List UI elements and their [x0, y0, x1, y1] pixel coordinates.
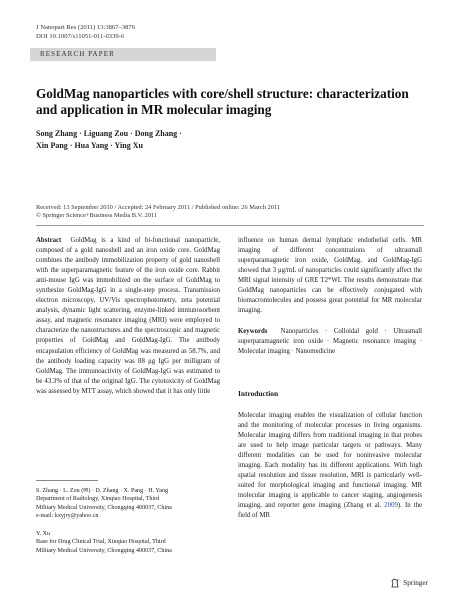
divider [36, 225, 424, 226]
publisher-mark [390, 578, 428, 588]
dates-line: Received: 13 September 2010 / Accepted: 24 February 2011 / Published online: 26 March 2011 [36, 204, 281, 211]
affiliation-footnote-1 [36, 487, 220, 520]
section-label: RESEARCH PAPER [30, 48, 216, 61]
affiliation-dept-2: Base for Drug Clinical Trial, Xinqiao Hospital, Third [36, 539, 166, 546]
affiliation-author-2: Y. Xu [36, 531, 51, 537]
abstract-text-left: GoldMag is a kind of bi-functional nanoparticle, composed of a gold nanoshell and an iron oxide core. GoldMag combines the antibody immobilization property of gold nanoshell with the superparamagnetic feature of the iron oxide core. Rabbit anti-mouse IgG was immobilized on the surface of GoldMag to synthesize GoldMag-IgG in a single-step process. Transmission electron microscopy, UV/Vis spectrophotometry, zeta potential analysis, dynamic light scattering, enzyme-linked immunosorbent assay, and magnetic resonance imaging (MRI) were employed to characterize the nanostructures and the spectroscopic and magnetic properties of GoldMag and GoldMag-IgG. The antibody encapsulation efficiency of GoldMag was measured as 58.7%, and the antibody loading capacity was 88 μg IgG per milligram of GoldMag. The immunoactivity of GoldMag-IgG was estimated to be 43.3% of that of the original IgG. The cytotoxicity of GoldMag was assessed by MTT assay, which showed that it has only little [36, 237, 220, 395]
affiliation-university: Military Medical University, Chongqing 400037, China [36, 504, 172, 511]
journal-citation: J Nanopart Res (2011) 13:3867–3876 [36, 24, 136, 31]
affiliation-university-2: Military Medical University, Chongqing 400037, China [36, 547, 172, 554]
article-title: GoldMag nanoparticles with core/shell structure: characterization and application in MR molecular imaging [36, 86, 409, 117]
affiliation-email[interactable]: e-mail: kxyjry@yahoo.cn [36, 512, 99, 519]
abstract-label: Abstract [36, 237, 62, 244]
keywords-text: Nanoparticles · Colloidal gold · Ultrasmall superparamagnetic iron oxide · Magnetic resonance imaging · Molecular imaging · Nanomedicine [238, 328, 422, 356]
affiliation-dept: Department of Radiology, Xinqiao Hospital, Third [36, 496, 160, 503]
introduction-text-end: ). In the field of MR [238, 501, 423, 520]
keywords-label: Keywords [238, 328, 268, 336]
abstract-paragraph [36, 236, 220, 397]
citation-link[interactable]: 2009 [384, 501, 398, 509]
left-column [36, 236, 220, 397]
doi: DOI 10.1007/s11051-011-0339-6 [36, 32, 125, 40]
authors [36, 128, 426, 152]
introduction-text: Molecular imaging enables the visualization of cellular function and the monitoring of molecular processes in living organisms. Molecular imaging differs from traditional imaging in that probes are used to help image particular targets or pathways. Many different modalities can be used for noninvasive molecular imaging. Each modality has its different applications. With high spatial resolution and tissue resolution, MRI is particularly well-suited for morphological imaging and functional imaging. MR molecular imaging is applicable to cancer staging, angiogenesis imaging, and reporter gene imaging (Zhang et al. [238, 411, 422, 509]
right-column [238, 236, 422, 521]
journal-header [36, 24, 135, 41]
introduction-paragraph [238, 411, 422, 522]
authors-line-2: Xin Pang · Hua Yang · Ying Xu [36, 141, 143, 150]
footnote-divider [36, 480, 98, 481]
introduction-heading: Introduction [238, 388, 279, 398]
publication-history [36, 204, 426, 221]
publisher-name: Springer [403, 579, 428, 587]
affiliation-authors: S. Zhang · L. Zou (✉) · D. Zhang · X. Pang · H. Yang [36, 488, 169, 494]
authors-line-1: Song Zhang · Liguang Zou · Dong Zhang · [36, 129, 182, 138]
abstract-continuation: influence on human dermal lymphatic endothelial cells. MR imaging of different concentrations of ultrasmall superparamagnetic iron oxide, GoldMag, and GoldMag-IgG showed that 3 μg/mL of nanoparticles could significantly affect the MRI signal intensity of GRE T2*WI. The results demonstrate that GoldMag nanoparticles can be effectively conjugated with biomacromolecules and possess great potential for MR molecular imaging. [238, 237, 422, 315]
keywords [238, 327, 422, 357]
springer-horse-icon [390, 578, 400, 588]
copyright-line: © Springer Science+Business Media B.V. 2011 [36, 212, 158, 220]
affiliation-footnote-2 [36, 530, 220, 555]
